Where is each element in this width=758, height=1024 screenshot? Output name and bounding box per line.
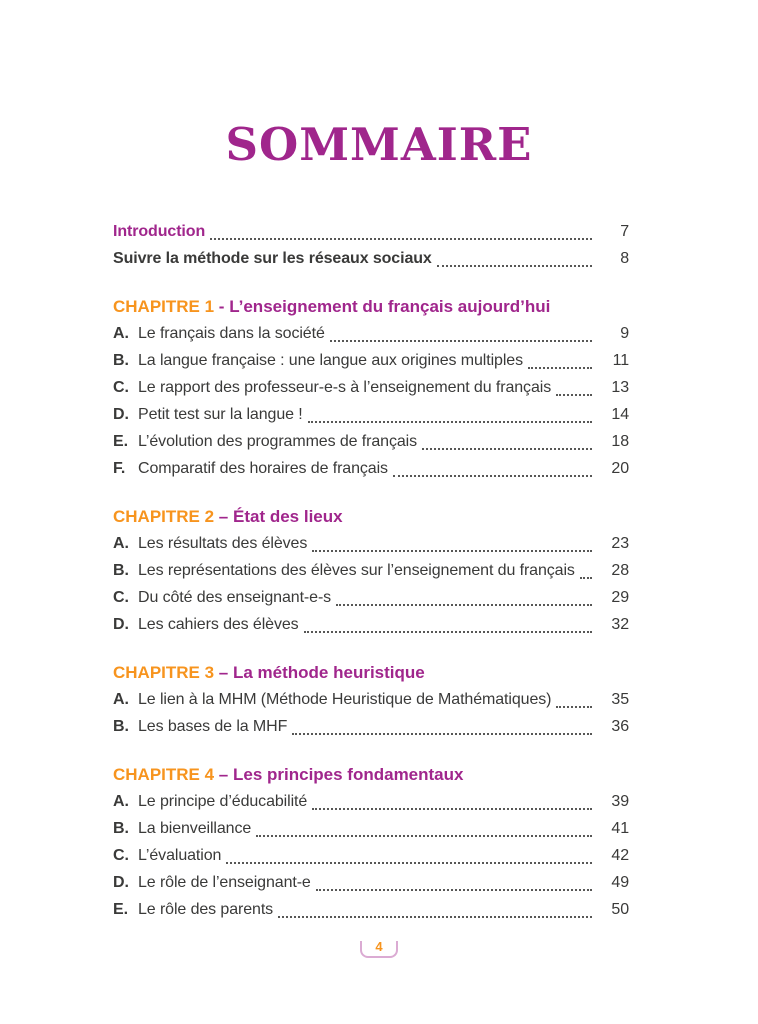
item-page-number: 9 (620, 325, 629, 342)
item-page-number: 7 (620, 223, 629, 240)
chapter-heading (113, 761, 629, 788)
chapter-separator: – (214, 765, 233, 784)
item-label: Les cahiers des élèves (138, 616, 299, 633)
item-label: Du côté des enseignant-e-s (138, 589, 332, 606)
dot-leader (336, 604, 592, 606)
item-page-number: 29 (611, 589, 629, 606)
item-letter: B. (113, 352, 129, 369)
item-letter: C. (113, 379, 129, 396)
toc-row (113, 584, 629, 611)
item-label: Le rôle des parents (138, 901, 274, 918)
item-letter: A. (113, 325, 129, 342)
item-letter: A. (113, 535, 129, 552)
page-title: SOMMAIRE (225, 118, 533, 171)
item-label: Les résultats des élèves (138, 535, 308, 552)
chapter-title: L’enseignement du français aujourd’hui (229, 297, 551, 316)
item-letter: A. (113, 691, 129, 708)
item-page-number: 8 (620, 250, 629, 267)
item-page-number: 39 (611, 793, 629, 810)
item-letter: D. (113, 616, 129, 633)
dot-leader (256, 835, 592, 837)
item-letter: E. (113, 901, 128, 918)
item-letter: C. (113, 589, 129, 606)
chapter-separator: – (214, 663, 233, 682)
item-label: Le français dans la société (138, 325, 325, 342)
toc-row (113, 869, 629, 896)
item-label: La langue française : une langue aux origines multiples (138, 352, 523, 369)
page-number-box (360, 941, 398, 958)
toc-row (113, 320, 629, 347)
toc-row (113, 686, 629, 713)
item-page-number: 32 (611, 616, 629, 633)
chapter-separator: - (214, 297, 230, 316)
toc-row (113, 713, 629, 740)
item-label: Le principe d’éducabilité (138, 793, 308, 810)
toc-row (113, 347, 629, 374)
dot-leader (210, 238, 592, 240)
chapter-title: La méthode heuristique (232, 663, 425, 682)
toc-row (113, 842, 629, 869)
item-page-number: 11 (612, 352, 629, 369)
item-label: L’évaluation (138, 847, 222, 864)
toc-row (113, 815, 629, 842)
dot-leader (304, 631, 592, 633)
toc-row (113, 788, 629, 815)
front-matter (113, 218, 629, 272)
toc-row (113, 401, 629, 428)
dot-leader (226, 862, 592, 864)
item-label: La bienveillance (138, 820, 252, 837)
item-label: L’évolution des programmes de français (138, 433, 418, 450)
chapter-block (113, 761, 629, 923)
item-page-number: 23 (611, 535, 629, 552)
toc-row (113, 896, 629, 923)
item-letter: B. (113, 562, 129, 579)
chapters (113, 293, 629, 923)
dot-leader (556, 706, 592, 708)
toc-row (113, 218, 629, 245)
chapter-heading (113, 503, 629, 530)
item-page-number: 50 (611, 901, 629, 918)
dot-leader (292, 733, 592, 735)
dot-leader (393, 475, 592, 477)
toc-row (113, 455, 629, 482)
item-letter: B. (113, 820, 129, 837)
item-page-number: 42 (611, 847, 629, 864)
chapter-block (113, 659, 629, 740)
dot-leader (330, 340, 592, 342)
dot-leader (278, 916, 592, 918)
chapter-block (113, 503, 629, 638)
item-page-number: 18 (611, 433, 629, 450)
chapter-title: État des lieux (232, 507, 343, 526)
item-page-number: 35 (611, 691, 629, 708)
chapter-title: Les principes fondamentaux (232, 765, 464, 784)
item-label: Suivre la méthode sur les réseaux sociaux (113, 250, 432, 267)
dot-leader (580, 577, 592, 579)
dot-leader (528, 367, 592, 369)
item-letter: B. (113, 718, 129, 735)
toc-row (113, 611, 629, 638)
item-page-number: 20 (611, 460, 629, 477)
item-label: Petit test sur la langue ! (138, 406, 303, 423)
toc-row (113, 374, 629, 401)
item-letter: A. (113, 793, 129, 810)
dot-leader (308, 421, 592, 423)
page-number: 4 (375, 939, 383, 954)
item-letter: E. (113, 433, 128, 450)
toc-row (113, 530, 629, 557)
item-page-number: 49 (611, 874, 629, 891)
chapter-number-label: CHAPITRE 3 (113, 663, 215, 682)
toc-row (113, 557, 629, 584)
dot-leader (556, 394, 592, 396)
chapter-heading (113, 659, 629, 686)
item-label: Le lien à la MHM (Méthode Heuristique de Mathématiques) (138, 691, 552, 708)
item-page-number: 13 (611, 379, 629, 396)
toc-list (113, 218, 629, 923)
dot-leader (422, 448, 592, 450)
item-page-number: 28 (611, 562, 629, 579)
chapter-number-label: CHAPITRE 2 (113, 507, 215, 526)
item-letter: C. (113, 847, 129, 864)
item-letter: D. (113, 406, 129, 423)
item-label: Les représentations des élèves sur l’enseignement du français (138, 562, 575, 579)
item-page-number: 14 (611, 406, 629, 423)
item-page-number: 36 (611, 718, 629, 735)
toc-row (113, 245, 629, 272)
item-label: Le rôle de l’enseignant-e (138, 874, 311, 891)
chapter-separator: – (214, 507, 233, 526)
chapter-number-label: CHAPITRE 4 (113, 765, 215, 784)
item-label: Le rapport des professeur-e-s à l’enseignement du français (138, 379, 552, 396)
item-page-number: 41 (611, 820, 629, 837)
item-label: Comparatif des horaires de français (138, 460, 388, 477)
toc-row (113, 428, 629, 455)
dot-leader (312, 550, 592, 552)
item-label: Les bases de la MHF (138, 718, 288, 735)
item-letter: F. (113, 460, 126, 477)
chapter-heading (113, 293, 629, 320)
item-label: Introduction (113, 223, 206, 240)
chapter-block (113, 293, 629, 482)
dot-leader (312, 808, 592, 810)
chapter-number-label: CHAPITRE 1 (113, 297, 215, 316)
item-letter: D. (113, 874, 129, 891)
dot-leader (316, 889, 592, 891)
dot-leader (437, 265, 592, 267)
